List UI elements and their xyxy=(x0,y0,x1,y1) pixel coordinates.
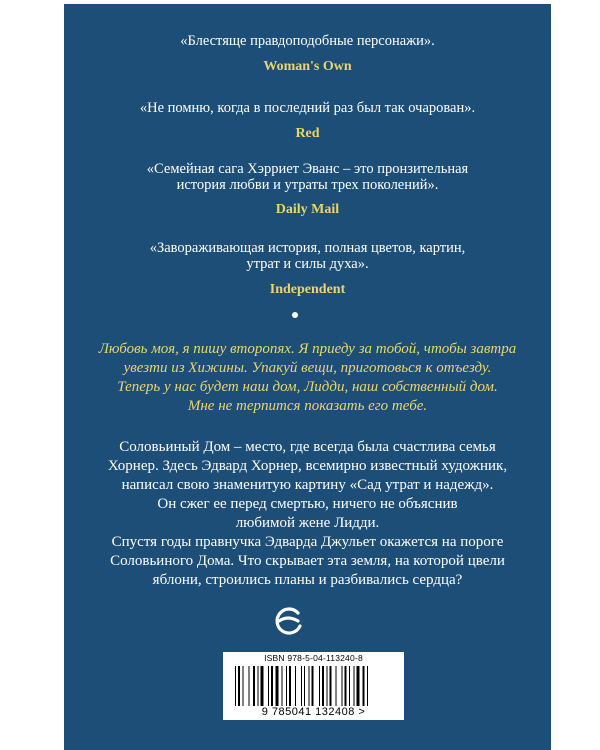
review-source: Woman's Own xyxy=(263,59,352,74)
barcode-bar xyxy=(319,666,320,706)
letter-line: Любовь моя, я пишу второпях. Я приеду за тобой, чтобы завтра xyxy=(98,341,517,357)
blurb-line: Он сжег ее перед смертью, ничего не объяснив xyxy=(157,496,458,512)
blurb-line: Соловьиный Дом – место, где всегда была счастлива семья xyxy=(119,439,496,455)
barcode-bar xyxy=(243,666,244,706)
barcode-bar xyxy=(322,666,324,706)
barcode-bar xyxy=(258,666,259,706)
barcode-bar xyxy=(295,666,296,706)
barcode-bar xyxy=(345,666,347,706)
barcode-bar xyxy=(249,666,250,706)
barcode-bar xyxy=(367,666,368,706)
barcode-bar xyxy=(349,666,350,706)
barcode-bar xyxy=(354,666,355,706)
barcode-bar xyxy=(330,666,332,706)
book-back-cover xyxy=(64,4,551,750)
review-quote-line: «Завораживающая история, полная цветов, картин, xyxy=(149,240,466,256)
barcode-bar xyxy=(304,666,305,706)
barcode-bar xyxy=(235,666,236,706)
barcode-bar xyxy=(268,666,269,706)
review-quote-line: «Семейная сага Хэрриет Эванс – это пронзительная xyxy=(146,161,469,177)
barcode-bar xyxy=(282,666,283,706)
barcode-bar xyxy=(342,666,343,706)
publisher-logo-icon xyxy=(271,604,305,638)
barcode-bar xyxy=(289,666,291,706)
letter-line: Мне не терпится показать его тебе. xyxy=(187,398,428,414)
blurb-line: написал свою знаменитую картину «Сад утрат и надежд». xyxy=(121,477,494,493)
review-source: Red xyxy=(295,126,320,141)
barcode-bar xyxy=(357,666,360,706)
barcode-bar xyxy=(301,666,302,706)
review-source: Daily Mail xyxy=(275,202,340,217)
barcode-bar xyxy=(286,666,287,706)
review-quote: «Блестяще правдоподобные персонажи». xyxy=(180,33,435,49)
review-source: Independent xyxy=(269,282,346,297)
barcode-bar xyxy=(312,666,314,706)
barcode-bar xyxy=(363,666,365,706)
isbn-label: ISBN 978-5-04-113240-8 xyxy=(264,653,363,663)
blurb-line: любимой жене Лидди. xyxy=(235,515,380,531)
barcode-bar xyxy=(336,666,337,706)
letter-line: увезти из Хижины. Упакуй вещи, приготовься к отъезду. xyxy=(123,360,492,376)
review-quote-line: история любви и утраты трех поколений». xyxy=(176,177,439,193)
barcode xyxy=(223,652,404,720)
blurb-line: Хорнер. Здесь Эдвард Хорнер, всемирно известный художник, xyxy=(107,458,508,474)
letter-line: Теперь у нас будет наш дом, Лидди, наш собственный дом. xyxy=(117,379,498,395)
barcode-bar xyxy=(261,666,264,706)
blurb-line: яблони, строились планы и разбивались сердца? xyxy=(152,572,463,588)
barcode-bar xyxy=(271,666,273,706)
barcode-bar xyxy=(253,666,255,706)
barcode-bars xyxy=(233,666,398,706)
barcode-bar xyxy=(276,666,279,706)
review-quote: «Не помню, когда в последний раз был так очарован». xyxy=(139,100,476,116)
barcode-digits: 9 785041 132408 > xyxy=(261,706,366,718)
barcode-bar xyxy=(309,666,310,706)
blurb-line: Соловьиного Дома. Что скрывает эта земля, на которой цвели xyxy=(110,553,505,569)
review-quote-line: утрат и силы духа». xyxy=(246,256,369,272)
blurb-line: Спустя годы правнучка Эдварда Джульет окажется на пороге xyxy=(111,534,504,550)
barcode-bar xyxy=(327,666,328,706)
separator-dot xyxy=(292,312,298,318)
barcode-bar xyxy=(238,666,240,706)
